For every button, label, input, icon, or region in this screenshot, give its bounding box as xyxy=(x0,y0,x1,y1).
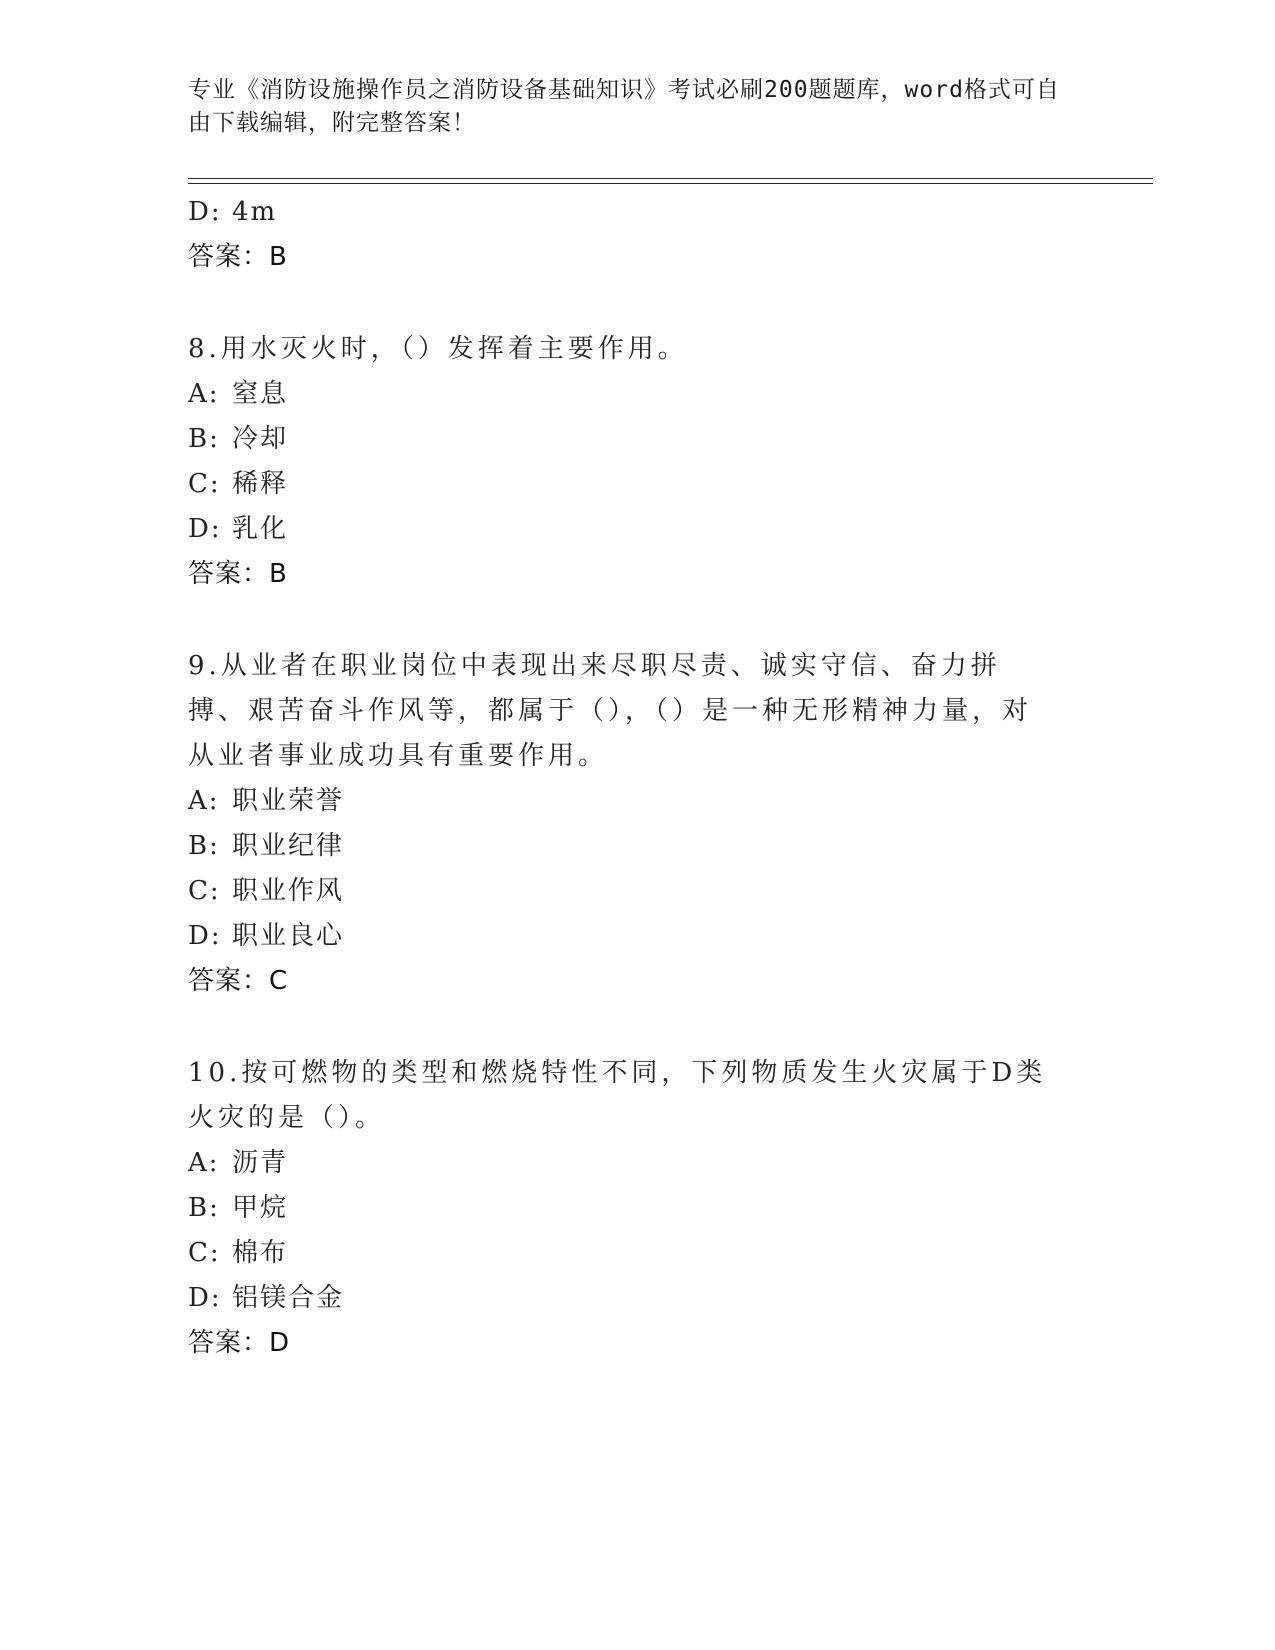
option-c: C: 职业作风 xyxy=(188,876,345,906)
option-b: B: 冷却 xyxy=(188,424,289,454)
question-text: 10.按可燃物的类型和燃烧特性不同，下列物质发生火灾属于D类火灾的是（）。 xyxy=(188,1058,1047,1133)
option-d: D: 乳化 xyxy=(188,514,289,544)
option-c: C: 棉布 xyxy=(188,1238,289,1268)
option-d: D: 职业良心 xyxy=(188,921,345,951)
option-b: B: 职业纪律 xyxy=(188,831,345,861)
question-8 xyxy=(188,327,1088,597)
option-b: B: 甲烷 xyxy=(188,1193,289,1223)
question-10 xyxy=(188,1051,1088,1366)
header-divider-bottom xyxy=(188,183,1153,184)
question-9 xyxy=(188,644,1088,1004)
answer-line: 答案：B xyxy=(188,242,288,272)
question-text: 8.用水灭火时，（）发挥着主要作用。 xyxy=(188,334,688,364)
previous-question-tail xyxy=(188,190,1088,280)
option-d: D: 铝镁合金 xyxy=(188,1283,345,1313)
document-body xyxy=(188,190,1088,1366)
option-d: D: 4m xyxy=(188,197,278,227)
answer-line: 答案：B xyxy=(188,559,288,589)
option-a: A: 职业荣誉 xyxy=(188,786,345,816)
answer-line: 答案：C xyxy=(188,966,289,996)
header-divider-top xyxy=(188,178,1153,179)
document-header: 专业《消防设施操作员之消防设备基础知识》考试必刷200题题库，word格式可自由下载编辑，附完整答案！ xyxy=(188,77,1060,136)
option-a: A: 窒息 xyxy=(188,379,289,409)
option-c: C: 稀释 xyxy=(188,469,289,499)
question-text: 9.从业者在职业岗位中表现出来尽职尽责、诚实守信、奋力拼搏、艰苦奋斗作风等，都属于（），（）是一种无形精神力量，对从业者事业成功具有重要作用。 xyxy=(188,651,1033,771)
answer-line: 答案：D xyxy=(188,1328,291,1358)
option-a: A: 沥青 xyxy=(188,1148,289,1178)
